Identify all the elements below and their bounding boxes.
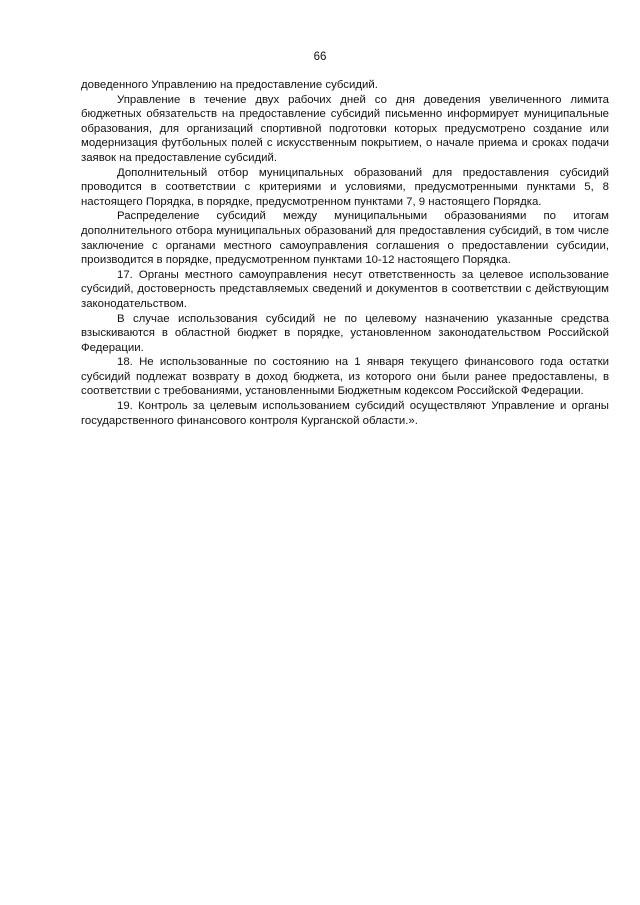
paragraph-misuse: В случае использования субсидий не по целевому назначению указанные средства взыскиваются в областной бюджет в порядке, установленном законодательством Российской Федерации. — [81, 312, 609, 354]
paragraph-item-17: 17. Органы местного самоуправления несут ответственность за целевое использование субсидий, достоверность представляемых сведений и документов в соответствии с действующим законодательством. — [81, 268, 609, 310]
paragraph-item-18: 18. Не использованные по состоянию на 1 января текущего финансового года остатки субсидий подлежат возврату в доход бюджета, из которого они были ранее предоставлены, в соответствии с требованиями, установленными Бюджетным кодексом Российской Федерации. — [81, 356, 609, 398]
paragraph-additional-selection: Дополнительный отбор муниципальных образований для предоставления субсидий проводится в соответствии с критериями и условиями, предусмотренными пунктами 5, 8 настоящего Порядка, в порядке, предусмотренном пунктами 7, 9 настоящего Порядка. — [81, 166, 609, 208]
paragraph-notification: Управление в течение двух рабочих дней со дня доведения увеличенного лимита бюджетных обязательств на предоставление субсидий письменно информирует муниципальные образования, для организаций спортивной подготовки которых предусмотрено создание или модернизация футбольных полей с искусственным покрытием, о начале приема и сроках подачи заявок на предоставление субсидий. — [81, 93, 609, 164]
page-number: 66 — [313, 51, 327, 63]
document-body — [81, 78, 609, 428]
paragraph-distribution: Распределение субсидий между муниципальными образованиями по итогам дополнительного отбора муниципальных образований для предоставления субсидий, в том числе заключение с органами местного самоуправления соглашения о предоставлении субсидии, производится в порядке, предусмотренном пунктами 10-12 настоящего Порядка. — [81, 210, 609, 267]
paragraph-continuation: доведенного Управлению на предоставление субсидий. — [81, 79, 378, 91]
paragraph-item-19: 19. Контроль за целевым использованием субсидий осуществляют Управление и органы государственного финансового контроля Курганской области.». — [81, 400, 609, 427]
